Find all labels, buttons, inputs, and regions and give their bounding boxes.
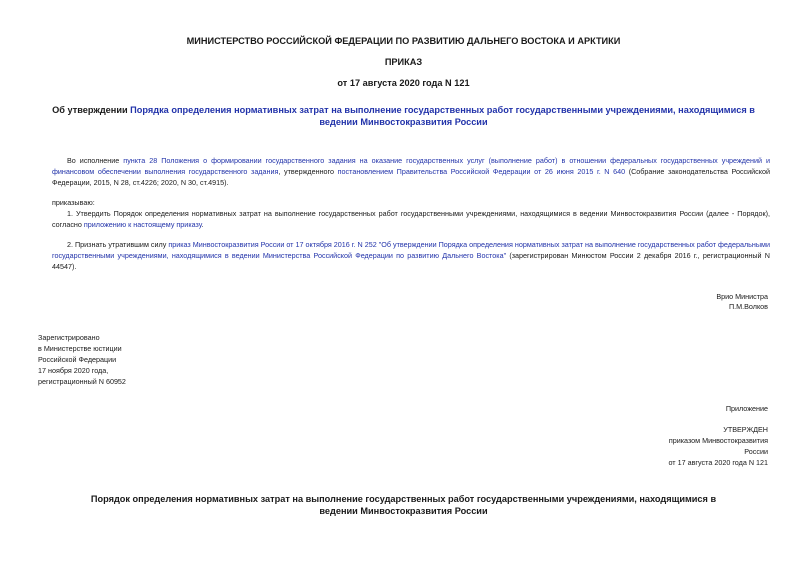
approval-approved: УТВЕРЖДЕН (723, 425, 768, 434)
item-1-end: . (201, 220, 204, 229)
registration-line-1: Зарегистрировано (38, 333, 100, 342)
order-title-prefix: Об утверждении (52, 105, 131, 115)
doc-date-number: от 17 августа 2020 года N 121 (337, 78, 470, 88)
approval-by-order: приказом Минвостокразвития (668, 436, 768, 445)
appendix-title: Порядок определения нормативных затрат на выполнение государственных работ государственными учреждениями, находящимися в ведении Минвостокразвития России (90, 494, 717, 516)
preamble-text-1: Во исполнение (67, 156, 124, 165)
item-1-text: 1. Утвердить Порядок определения нормативных затрат на выполнение государственных работ государственными учреждениями, находящимися в ведении Минвостокразвития России (далее - Порядок), согласно (52, 209, 770, 229)
signature-name: П.М.Волков (728, 302, 768, 311)
item-2-end: (зарегистрирован Минюстом России 2 декабря 2016 г., регистрационный N 44547). (52, 251, 770, 271)
registration-block (38, 332, 238, 387)
preamble-paragraph (52, 155, 770, 188)
order-word: приказываю: (52, 198, 95, 207)
doc-type: ПРИКАЗ (384, 57, 423, 67)
repealed-order-link[interactable]: приказ Минвостокразвития России от 17 октября 2016 г. N 252 "Об утверждении Порядка определения нормативных затрат на выполнение государственных работ федеральными государственными учреждениями, находящимися в ведении Министерства Российской Федерации по развитию Дальнего Востока" (52, 240, 770, 260)
ministry-heading: МИНИСТЕРСТВО РОССИЙСКОЙ ФЕДЕРАЦИИ ПО РАЗВИТИЮ ДАЛЬНЕГО ВОСТОКА И АРКТИКИ (186, 36, 621, 46)
registration-line-2: в Министерстве юстиции (38, 344, 122, 353)
registration-line-4: 17 ноября 2020 года, (38, 366, 109, 375)
government-decree-link[interactable]: постановлением Правительства Российской Федерации от 26 июня 2015 г. N 640 (337, 167, 626, 176)
appendix-link[interactable]: приложению к настоящему приказу (83, 220, 202, 229)
signature-position: Врио Министра (716, 292, 768, 301)
preamble-text-2: , утвержденного (278, 167, 338, 176)
appendix-label: Приложение (725, 404, 768, 413)
regulation-point-28-link[interactable]: пункта 28 Положения о формировании государственного задания на оказание государственных услуг (выполнение работ) в отношении федеральных государственных учреждений и финансовом обеспечении выполнения государственного задания (52, 156, 770, 176)
approval-date: от 17 августа 2020 года N 121 (668, 458, 768, 467)
approval-country: России (744, 447, 768, 456)
item-2-text: 2. Признать утратившим силу (67, 240, 169, 249)
approval-block (520, 424, 768, 468)
registration-line-3: Российской Федерации (38, 355, 117, 364)
item-2-paragraph (52, 239, 770, 272)
order-title (52, 104, 755, 128)
registration-line-5: регистрационный N 60952 (38, 377, 126, 386)
preamble-text-3: (Собрание законодательства Российской Федерации, 2015, N 28, ст.4226; 2020, N 30, ст.4915). (52, 167, 770, 187)
procedure-title-link[interactable]: Порядка определения нормативных затрат на выполнение государственных работ государственными учреждениями, находящимися в ведении Минвостокразвития России (130, 105, 755, 127)
item-1-paragraph (52, 208, 770, 230)
